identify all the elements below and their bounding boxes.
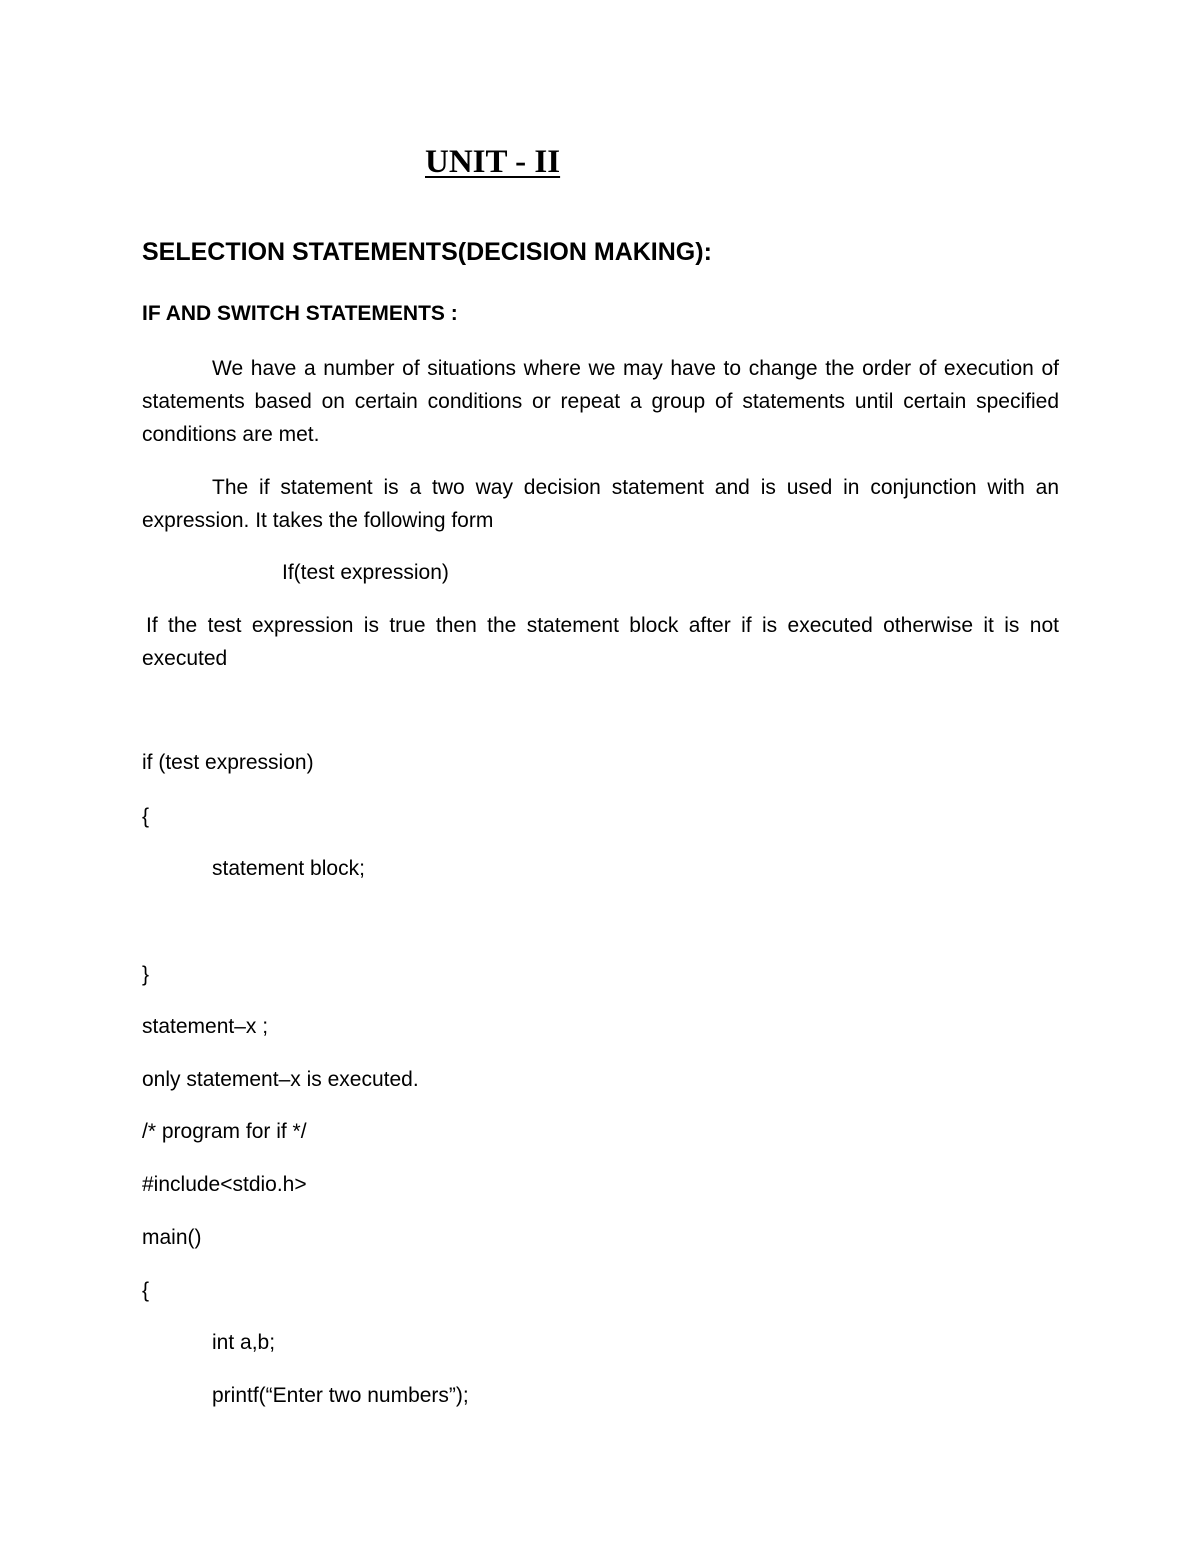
paragraph-line: executed — [142, 647, 228, 670]
syntax-if-line: if (test expression) — [142, 751, 314, 774]
if-form-line: If(test expression) — [282, 561, 449, 584]
paragraph-if-behavior — [142, 609, 1059, 675]
program-printf: printf(“Enter two numbers”); — [212, 1384, 469, 1407]
section-heading: SELECTION STATEMENTS(DECISION MAKING): — [142, 238, 712, 266]
subsection-heading: IF AND SWITCH STATEMENTS : — [142, 302, 458, 325]
unit-title: UNIT - II — [425, 144, 561, 180]
program-comment: /* program for if */ — [142, 1120, 307, 1143]
paragraph-line: The if statement is a two way decision statement and is used in conjunction with an — [212, 476, 1059, 499]
execution-note: only statement–x is executed. — [142, 1068, 419, 1091]
syntax-statement-block: statement block; — [212, 857, 365, 880]
paragraph-if-description — [142, 471, 1059, 537]
paragraph-line: We have a number of situations where we may have to change the order of execution of — [212, 357, 1059, 380]
syntax-statement-x: statement–x ; — [142, 1015, 269, 1038]
paragraph-line: conditions are met. — [142, 423, 320, 446]
syntax-close-brace: } — [142, 963, 150, 986]
paragraph-line: If the test expression is true then the statement block after if is executed otherwise it is not — [146, 614, 1059, 637]
paragraph-intro — [142, 352, 1059, 451]
program-declaration: int a,b; — [212, 1331, 276, 1354]
paragraph-line: expression. It takes the following form — [142, 509, 494, 532]
program-open-brace: { — [142, 1279, 150, 1302]
program-main: main() — [142, 1226, 202, 1249]
program-include: #include<stdio.h> — [142, 1173, 307, 1196]
paragraph-line: statements based on certain conditions or repeat a group of statements until certain specified — [142, 390, 1059, 413]
syntax-open-brace: { — [142, 805, 150, 828]
